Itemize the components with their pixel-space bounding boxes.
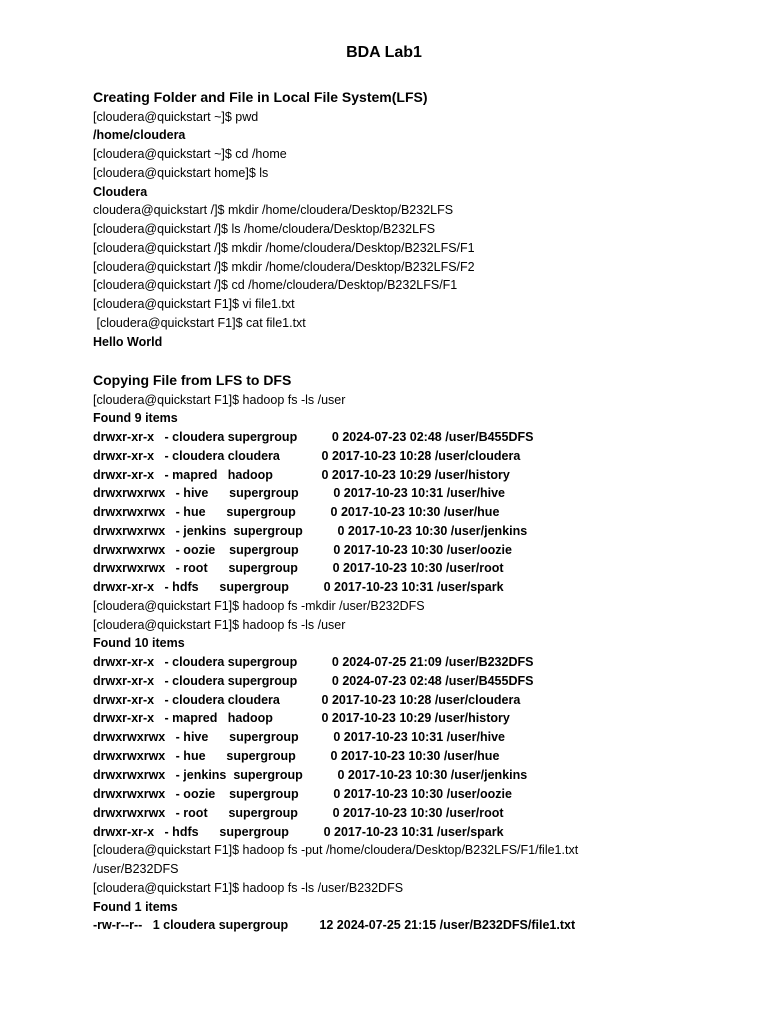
text-line: drwxrwxrwx - hue supergroup 0 2017-10-23 10:30 /user/hue xyxy=(93,505,500,519)
text-line: drwxr-xr-x - cloudera supergroup 0 2024-07-23 02:48 /user/B455DFS xyxy=(93,674,534,688)
text-line: drwxr-xr-x - mapred hadoop 0 2017-10-23 10:29 /user/history xyxy=(93,468,510,482)
text-line: cloudera@quickstart /]$ mkdir /home/cloudera/Desktop/B232LFS xyxy=(93,203,454,217)
text-line: [cloudera@quickstart /]$ mkdir /home/cloudera/Desktop/B232LFS/F2 xyxy=(93,260,475,274)
text-line: [cloudera@quickstart home]$ ls xyxy=(93,166,269,180)
text-line: [cloudera@quickstart F1]$ cat file1.txt xyxy=(93,316,306,330)
text-line: Found 10 items xyxy=(93,636,185,650)
document-title: BDA Lab1 xyxy=(346,44,422,61)
text-line: drwxr-xr-x - hdfs supergroup 0 2017-10-23 10:31 /user/spark xyxy=(93,580,504,594)
text-line: drwxr-xr-x - cloudera supergroup 0 2024-07-23 02:48 /user/B455DFS xyxy=(93,430,534,444)
text-line: drwxrwxrwx - hue supergroup 0 2017-10-23 10:30 /user/hue xyxy=(93,749,500,763)
section-heading: Creating Folder and File in Local File System(LFS) xyxy=(93,89,428,105)
text-line: drwxrwxrwx - root supergroup 0 2017-10-23 10:30 /user/root xyxy=(93,806,504,820)
text-line: drwxrwxrwx - hive supergroup 0 2017-10-23 10:31 /user/hive xyxy=(93,486,505,500)
text-line: [cloudera@quickstart F1]$ hadoop fs -ls /user/B232DFS xyxy=(93,881,404,895)
text-line: [cloudera@quickstart F1]$ hadoop fs -mkdir /user/B232DFS xyxy=(93,599,425,613)
text-line: [cloudera@quickstart /]$ cd /home/cloudera/Desktop/B232LFS/F1 xyxy=(93,278,458,292)
text-line: [cloudera@quickstart F1]$ hadoop fs -ls /user xyxy=(93,618,346,632)
text-line: [cloudera@quickstart F1]$ hadoop fs -put /home/cloudera/Desktop/B232LFS/F1/file1.txt xyxy=(93,843,579,857)
text-line: -rw-r--r-- 1 cloudera supergroup 12 2024-07-25 21:15 /user/B232DFS/file1.txt xyxy=(93,918,576,932)
text-line: drwxr-xr-x - cloudera cloudera 0 2017-10-23 10:28 /user/cloudera xyxy=(93,449,521,463)
text-line: Found 1 items xyxy=(93,900,178,914)
text-line: drwxrwxrwx - jenkins supergroup 0 2017-10-23 10:30 /user/jenkins xyxy=(93,524,528,538)
text-line: drwxr-xr-x - cloudera cloudera 0 2017-10-23 10:28 /user/cloudera xyxy=(93,693,521,707)
text-line: [cloudera@quickstart /]$ mkdir /home/cloudera/Desktop/B232LFS/F1 xyxy=(93,241,475,255)
text-line: Cloudera xyxy=(93,185,148,199)
text-line: drwxrwxrwx - oozie supergroup 0 2017-10-23 10:30 /user/oozie xyxy=(93,543,512,557)
section-heading: Copying File from LFS to DFS xyxy=(93,372,292,388)
text-line: /home/cloudera xyxy=(93,128,186,142)
text-line: drwxr-xr-x - hdfs supergroup 0 2017-10-23 10:31 /user/spark xyxy=(93,825,504,839)
text-line: [cloudera@quickstart ~]$ cd /home xyxy=(93,147,287,161)
text-line: drwxrwxrwx - hive supergroup 0 2017-10-23 10:31 /user/hive xyxy=(93,730,505,744)
text-line: drwxrwxrwx - oozie supergroup 0 2017-10-23 10:30 /user/oozie xyxy=(93,787,512,801)
text-line: Found 9 items xyxy=(93,411,178,425)
text-line: [cloudera@quickstart /]$ ls /home/cloudera/Desktop/B232LFS xyxy=(93,222,436,236)
text-line: [cloudera@quickstart F1]$ hadoop fs -ls /user xyxy=(93,393,346,407)
text-line: drwxrwxrwx - jenkins supergroup 0 2017-10-23 10:30 /user/jenkins xyxy=(93,768,528,782)
text-line: /user/B232DFS xyxy=(93,862,179,876)
text-line: drwxr-xr-x - mapred hadoop 0 2017-10-23 10:29 /user/history xyxy=(93,711,510,725)
text-line: drwxrwxrwx - root supergroup 0 2017-10-23 10:30 /user/root xyxy=(93,561,504,575)
text-line: drwxr-xr-x - cloudera supergroup 0 2024-07-25 21:09 /user/B232DFS xyxy=(93,655,534,669)
text-line: Hello World xyxy=(93,335,163,349)
text-line: [cloudera@quickstart ~]$ pwd xyxy=(93,110,259,124)
text-line: [cloudera@quickstart F1]$ vi file1.txt xyxy=(93,297,295,311)
